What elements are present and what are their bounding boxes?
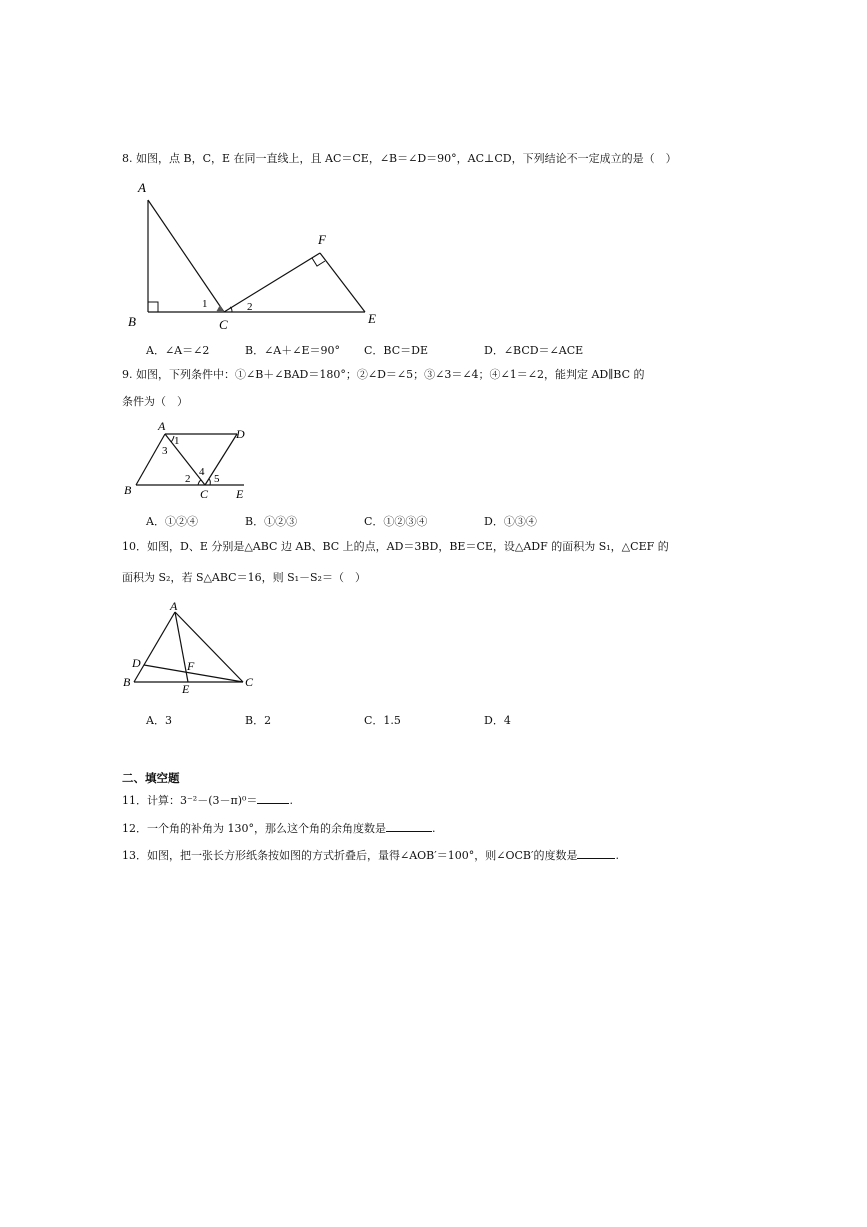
q8-segment-AC [148,200,224,312]
q11-blank[interactable] [257,792,289,804]
q10-option-d[interactable]: D．4 [484,714,511,727]
q8-option-c[interactable]: C．BC＝DE [364,344,428,357]
q10-option-c[interactable]: C．1.5 [364,714,401,727]
q10-stem-line2: 面积为 S₂，若 S△ABC＝16，则 S₁－S₂＝（ ） [122,571,366,584]
q11-text: 11．计算：3⁻²－(3－π)⁰＝ [122,794,258,807]
q12-text: 12．一个角的补角为 130°，那么这个角的余角度数是 [122,822,386,835]
q10-label-E: E [182,682,190,696]
q8-segment-FE [320,253,365,312]
q8-label-F: F [318,232,326,247]
q8-label-C: C [219,317,228,332]
q9-angle-mark-2 [198,480,201,485]
q8-label-1: 1 [202,298,208,310]
q10-label-A: A [170,599,178,613]
q10-figure [120,600,270,700]
q11 [122,792,293,808]
q9-label-4: 4 [199,466,205,478]
q9-label-1: 1 [174,435,180,447]
q10-segment-AB [134,612,175,682]
q9-option-d[interactable]: D．①③④ [484,515,537,528]
q9-label-5: 5 [214,473,220,485]
q9-option-c[interactable]: C．①②③④ [364,515,428,528]
q8-label-2: 2 [247,301,253,313]
q9-label-2: 2 [185,473,191,485]
q10-label-C: C [245,675,254,689]
q9-segment-CD [205,434,237,485]
q9-option-b[interactable]: B．①②③ [245,515,298,528]
q10-stem-line1: 10．如图，D、E 分别是△ABC 边 AB、BC 上的点，AD＝3BD，BE＝CE，设△ADF 的面积为 S₁，△CEF 的 [122,540,669,553]
q9-label-A: A [158,419,166,433]
q8-label-B: B [128,314,136,329]
q9-label-C: C [200,487,209,501]
q11-end: . [289,794,293,807]
q12-blank[interactable] [386,820,432,832]
q10-label-B: B [123,675,131,689]
q13-text: 13．如图，把一张长方形纸条按如图的方式折叠后，量得∠AOB′＝100°，则∠OCB′的度数是 [122,849,578,862]
q9-label-E: E [236,487,244,501]
q8-label-E: E [368,311,376,326]
q10-label-F: F [187,659,195,673]
q8-label-A: A [138,180,146,195]
q13 [122,847,619,863]
q9-figure [120,418,260,503]
q10-label-D: D [132,656,141,670]
q8-stem: 8. 如图，点 B，C，E 在同一直线上，且 AC＝CE，∠B＝∠D＝90°，AC⊥CD，下列结论不一定成立的是（ ） [122,152,677,165]
q9-label-D: D [236,427,245,441]
q12-end: . [432,822,436,835]
q8-right-angle-B [148,302,158,312]
q13-blank[interactable] [577,847,615,859]
q8-right-angle-F [312,258,325,266]
q8-option-d[interactable]: D．∠BCD＝∠ACE [484,344,584,357]
q9-angle-mark-5 [209,479,210,485]
q9-option-a[interactable]: A．①②④ [146,515,198,528]
q9-segment-AB [136,434,165,485]
q8-option-b[interactable]: B．∠A＋∠E＝90° [245,344,340,357]
q13-end: . [615,849,619,862]
q8-segment-CF [224,253,320,312]
q8-option-a[interactable]: A．∠A＝∠2 [146,344,210,357]
q9-stem-line1: 9. 如图，下列条件中：①∠B＋∠BAD＝180°；②∠D＝∠5；③∠3＝∠4；④∠1＝∠2，能判定 AD∥BC 的 [122,368,645,381]
q9-label-B: B [124,483,132,497]
q9-stem-line2: 条件为（ ） [122,395,188,408]
q8-angle-mark-1 [216,305,224,312]
section-heading-fill-in: 二、填空题 [122,771,180,785]
q10-option-a[interactable]: A．3 [146,714,172,727]
q12 [122,820,436,836]
q9-label-3: 3 [162,445,168,457]
q8-figure [120,178,380,338]
q10-option-b[interactable]: B．2 [245,714,272,727]
